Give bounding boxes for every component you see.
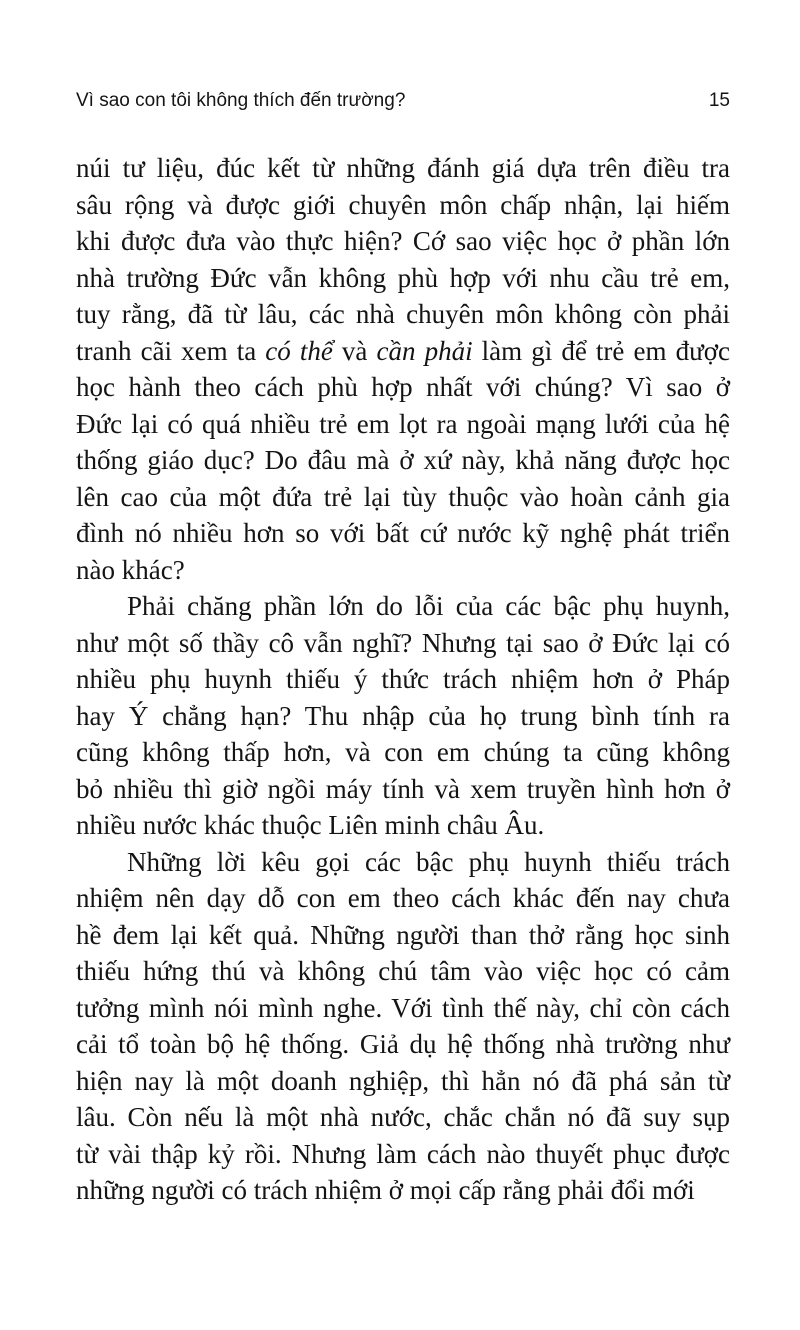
text-line <box>76 1026 730 1063</box>
text-segment: làm gì để trẻ em được <box>472 335 730 366</box>
text-segment: Những lời kêu gọi các bậc phụ huynh thiếu trách <box>127 846 730 877</box>
paragraph <box>76 844 730 1209</box>
running-header <box>76 86 730 116</box>
body-text <box>76 150 730 1209</box>
text-line <box>76 369 730 406</box>
text-segment: hiện nay là một doanh nghiệp, thì hẳn nó đã phá sản từ <box>76 1065 730 1096</box>
text-segment: bỏ nhiều thì giờ ngồi máy tính và xem truyền hình hơn ở <box>76 773 730 804</box>
text-line <box>76 953 730 990</box>
page-number: 15 <box>708 90 730 111</box>
paragraph <box>76 150 730 588</box>
text-segment: khi được đưa vào thực hiện? Cớ sao việc học ở phần lớn <box>76 226 730 256</box>
text-line <box>76 150 730 187</box>
text-line <box>76 990 730 1027</box>
text-segment: cũng không thấp hơn, và con em chúng ta cũng không <box>76 737 730 767</box>
chapter-title: Vì sao con tôi không thích đến trường? <box>76 90 406 111</box>
italic-text: có thể <box>265 335 333 366</box>
text-line <box>76 698 730 735</box>
text-segment: cải tổ toàn bộ hệ thống. Giả dụ hệ thống nhà trường như <box>76 1029 730 1059</box>
text-line <box>76 1063 730 1100</box>
text-segment: lâu. Còn nếu là một nhà nước, chắc chắn nó đã suy sụp <box>76 1102 730 1132</box>
text-segment: Đức lại có quá nhiều trẻ em lọt ra ngoài mạng lưới của hệ <box>76 408 730 439</box>
text-segment: hề đem lại kết quả. Những người than thở rằng học sinh <box>76 919 730 950</box>
text-line <box>76 807 730 844</box>
italic-text: cần phải <box>376 335 473 366</box>
text-line <box>76 187 730 224</box>
text-segment: lên cao của một đứa trẻ lại tùy thuộc vào hoàn cảnh gia <box>76 481 730 512</box>
text-line <box>76 515 730 552</box>
text-line <box>76 223 730 260</box>
text-line <box>76 333 730 370</box>
text-line <box>76 552 730 589</box>
text-segment: học hành theo cách phù hợp nhất với chúng? Vì sao ở <box>76 372 730 402</box>
text-segment: đình nó nhiều hơn so với bất cứ nước kỹ nghệ phát triển <box>76 518 730 548</box>
text-line <box>76 661 730 698</box>
text-segment: sâu rộng và được giới chuyên môn chấp nhận, lại hiếm <box>76 189 730 220</box>
text-segment: nhiều nước khác thuộc Liên minh châu Âu. <box>76 810 545 840</box>
text-line <box>76 1172 730 1209</box>
text-line <box>76 844 730 881</box>
text-segment: thống giáo dục? Do đâu mà ở xứ này, khả năng được học <box>76 445 730 475</box>
text-segment: những người có trách nhiệm ở mọi cấp rằng phải đổi mới <box>76 1175 695 1205</box>
text-line <box>76 917 730 954</box>
text-segment: nhiều phụ huynh thiếu ý thức trách nhiệm hơn ở Pháp <box>76 664 730 694</box>
text-line <box>76 771 730 808</box>
text-line <box>76 880 730 917</box>
text-segment: núi tư liệu, đúc kết từ những đánh giá dựa trên điều tra <box>76 153 730 183</box>
text-line <box>76 406 730 443</box>
text-segment: Phải chăng phần lớn do lỗi của các bậc phụ huynh, <box>127 591 730 621</box>
text-line <box>76 734 730 771</box>
text-segment: thiếu hứng thú và không chú tâm vào việc học có cảm <box>76 956 730 986</box>
text-line <box>76 1099 730 1136</box>
text-segment: nào khác? <box>76 554 185 585</box>
text-segment: hay Ý chẳng hạn? Thu nhập của họ trung bình tính ra <box>76 700 730 731</box>
text-line <box>76 442 730 479</box>
text-line <box>76 479 730 516</box>
text-segment: tranh cãi xem ta <box>76 335 266 366</box>
text-line <box>76 588 730 625</box>
text-segment: từ vài thập kỷ rồi. Nhưng làm cách nào thuyết phục được <box>76 1138 730 1169</box>
text-segment: nhà trường Đức vẫn không phù hợp với nhu cầu trẻ em, <box>76 262 730 293</box>
text-segment: nhiệm nên dạy dỗ con em theo cách khác đến nay chưa <box>76 883 730 913</box>
paragraph <box>76 588 730 844</box>
text-line <box>76 260 730 297</box>
text-line <box>76 625 730 662</box>
text-segment: và <box>332 335 377 366</box>
text-line <box>76 1136 730 1173</box>
text-segment: như một số thầy cô vẫn nghĩ? Nhưng tại sao ở Đức lại có <box>76 627 730 658</box>
text-segment: tuy rằng, đã từ lâu, các nhà chuyên môn không còn phải <box>76 299 730 329</box>
text-line <box>76 296 730 333</box>
text-segment: tưởng mình nói mình nghe. Với tình thế này, chỉ còn cách <box>76 992 730 1023</box>
